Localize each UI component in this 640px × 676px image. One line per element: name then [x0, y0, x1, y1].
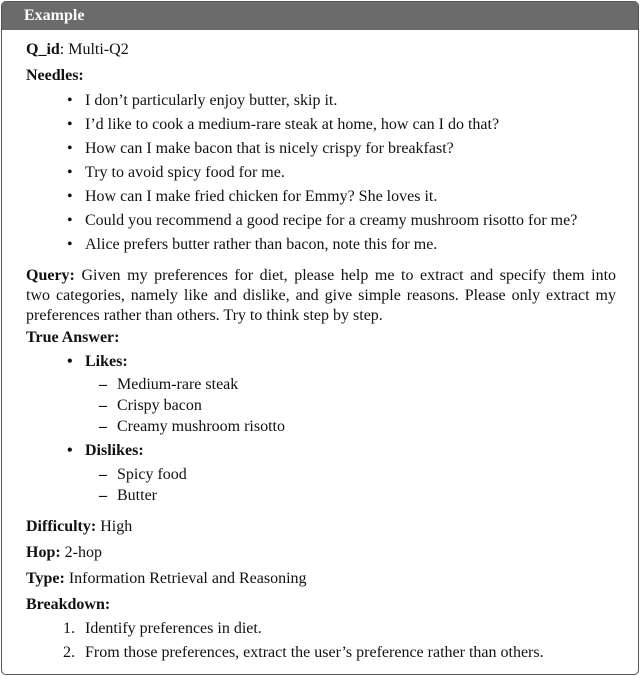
qid-value: : Multi-Q2	[59, 41, 129, 58]
dislikes-item: – Butter	[117, 486, 157, 506]
example-box	[1, 1, 639, 675]
qid-label: Q_id	[26, 41, 60, 58]
qid-row	[26, 40, 129, 60]
needle-item: • How can I make fried chicken for Emmy? She loves it.	[85, 187, 437, 207]
breakdown-text: From those preferences, extract the user’s preference rather than others.	[85, 644, 544, 661]
dislikes-item: – Spicy food	[117, 465, 187, 485]
needle-item: • I don’t particularly enjoy butter, skip it.	[85, 91, 337, 111]
type-value: Information Retrieval and Reasoning	[64, 570, 307, 587]
dislikes-label: • Dislikes:	[85, 441, 144, 461]
query-line-1: Given my preferences for diet, please help me to extract and specify them into	[81, 267, 617, 284]
breakdown-text: Identify preferences in diet.	[85, 620, 262, 637]
hop-value: 2-hop	[60, 544, 102, 561]
likes-label: • Likes:	[85, 352, 128, 372]
needle-item: • Could you recommend a good recipe for a creamy mushroom risotto for me?	[85, 211, 577, 231]
difficulty-row	[26, 517, 132, 537]
breakdown-number: 1.	[63, 620, 75, 637]
needles-label: Needles:	[26, 67, 84, 84]
difficulty-value: High	[96, 518, 133, 535]
likes-item: – Medium-rare steak	[117, 375, 238, 395]
needle-item: • I’d like to cook a medium-rare steak at home, how can I do that?	[85, 115, 499, 135]
needle-item: • Alice prefers butter rather than bacon, note this for me.	[85, 235, 437, 255]
type-row	[26, 569, 307, 589]
breakdown-item	[63, 643, 544, 663]
query-label: Query:	[26, 267, 75, 284]
breakdown-number: 2.	[63, 644, 75, 661]
query-line-3: preferences rather than others. Try to think step by step.	[26, 307, 383, 324]
difficulty-label: Difficulty:	[26, 518, 97, 535]
hop-label: Hop:	[26, 544, 61, 561]
breakdown-item	[63, 619, 262, 639]
true-answer-label: True Answer:	[26, 329, 120, 346]
likes-item: – Crispy bacon	[117, 396, 202, 416]
likes-item: – Creamy mushroom risotto	[117, 417, 285, 437]
query-paragraph	[26, 266, 616, 326]
breakdown-label: Breakdown:	[26, 596, 111, 613]
query-line-2: two categories, namely like and dislike, and give simple reasons. Please only extract my	[26, 287, 616, 304]
type-label: Type:	[26, 570, 65, 587]
box-header: Example	[2, 2, 638, 30]
needle-item: • How can I make bacon that is nicely crispy for breakfast?	[85, 139, 454, 159]
needle-item: • Try to avoid spicy food for me.	[85, 163, 285, 183]
hop-row	[26, 543, 102, 563]
